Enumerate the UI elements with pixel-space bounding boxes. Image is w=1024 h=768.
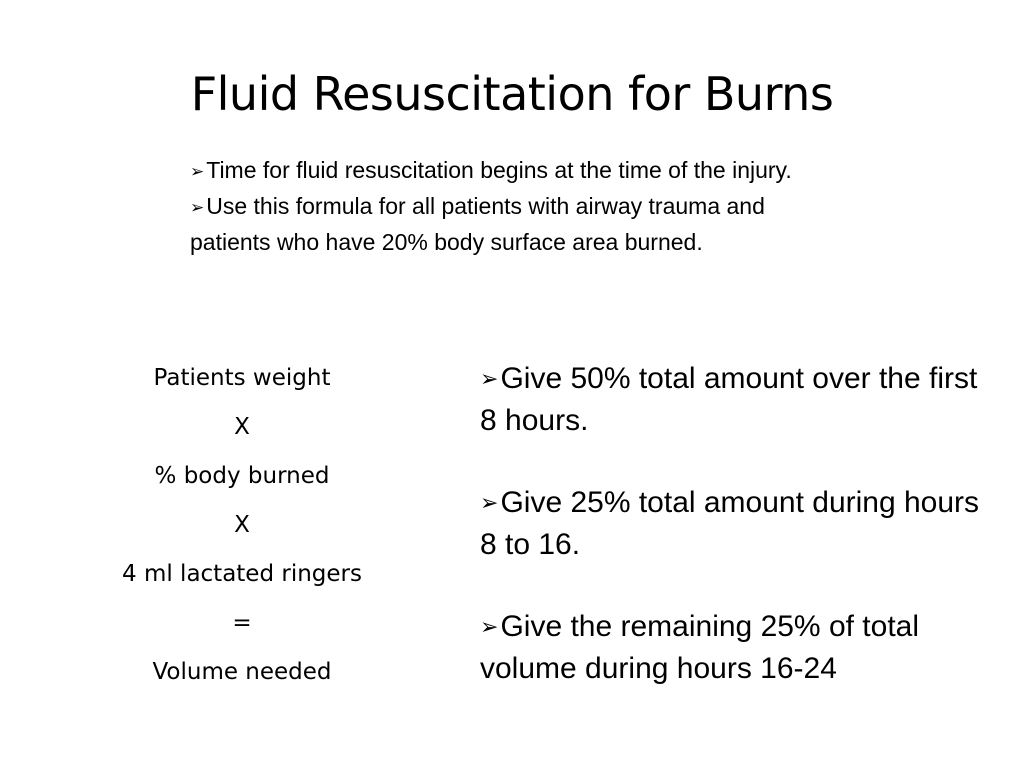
dosing-step [480, 482, 980, 565]
formula-line: 4 ml lactated ringers [122, 561, 362, 587]
dosing-step-text: Give 25% total amount during hours 8 to 16. [480, 486, 980, 561]
intro-bullet-text: Time for fluid resuscitation begins at the time of the injury. [206, 157, 792, 183]
formula-line: % body burned [154, 463, 330, 489]
formula-operator: X [234, 512, 250, 538]
formula [62, 356, 422, 699]
dosing-step-text: Give the remaining 25% of total volume during hours 16-24 [480, 610, 920, 685]
intro-bullets [190, 153, 830, 259]
arrowhead-bullet-icon: ➢ [190, 162, 205, 182]
intro-bullet [190, 189, 830, 259]
arrowhead-bullet-icon: ➢ [480, 491, 499, 516]
arrowhead-bullet-icon: ➢ [480, 615, 499, 640]
formula-operator: = [232, 610, 252, 636]
slide-title: Fluid Resuscitation for Burns [190, 67, 834, 121]
dosing-step [480, 358, 980, 441]
dosing-step [480, 606, 980, 689]
intro-bullet-text: Use this formula for all patients with airway trauma and patients who have 20% body surface area burned. [190, 193, 765, 255]
dosing-step-text: Give 50% total amount over the first 8 hours. [480, 362, 978, 437]
arrowhead-bullet-icon: ➢ [190, 198, 205, 218]
formula-line: Patients weight [153, 365, 331, 391]
arrowhead-bullet-icon: ➢ [480, 367, 499, 392]
intro-bullet [190, 153, 830, 189]
dosing-steps [480, 358, 980, 730]
formula-operator: X [234, 414, 250, 440]
formula-result: Volume needed [152, 659, 332, 685]
